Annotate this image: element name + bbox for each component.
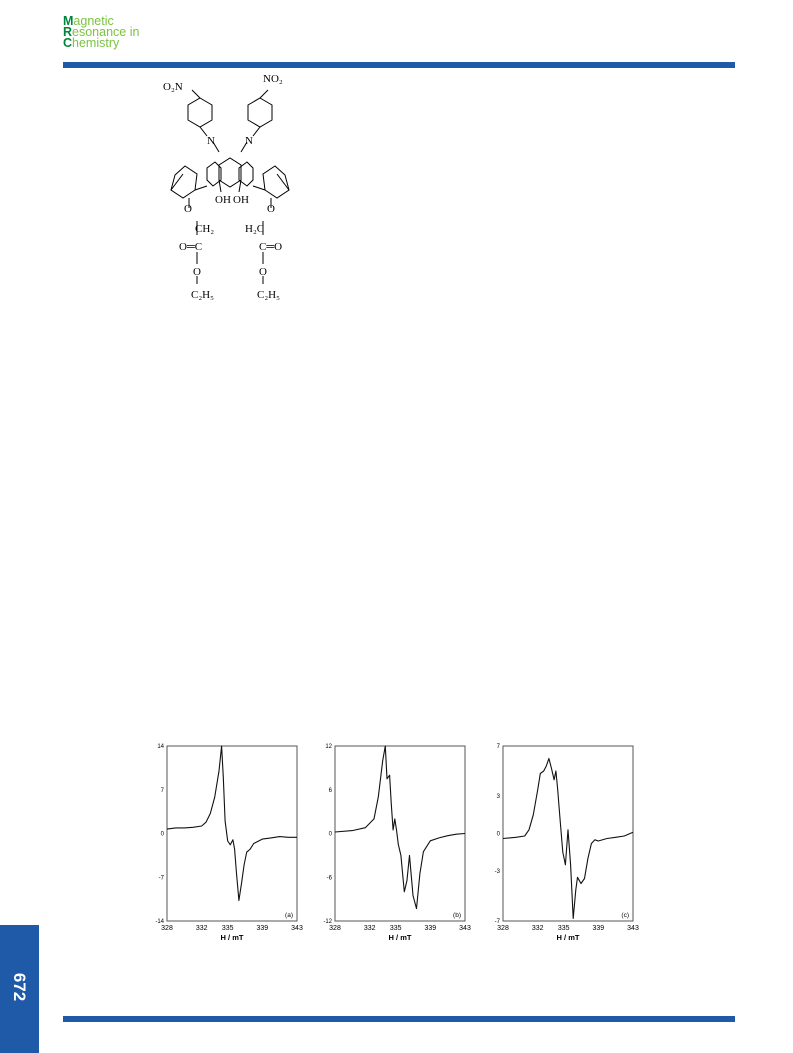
header-rule — [63, 62, 735, 68]
ethyl-label: C₂H₅ — [191, 289, 214, 301]
y-tick-label: 0 — [160, 831, 164, 838]
y-tick-label: 3 — [496, 794, 500, 800]
nitro-group-label: O₂N — [163, 81, 183, 93]
spectrum-line — [167, 746, 297, 900]
x-tick-label: 328 — [497, 925, 509, 932]
ester-oxygen-label: O — [259, 266, 267, 278]
x-tick-label: 339 — [256, 925, 269, 932]
methylene-label: H₂C — [245, 223, 265, 235]
azo-nitrogen-label: N — [245, 135, 253, 147]
x-tick-label: 339 — [424, 925, 437, 932]
x-tick-label: 335 — [389, 925, 402, 932]
azo-nitrogen-label: N — [207, 135, 215, 147]
x-tick-label: 328 — [161, 925, 173, 932]
y-tick-label: -3 — [494, 869, 500, 875]
x-tick-label: 343 — [627, 925, 639, 932]
y-tick-label: -6 — [326, 875, 332, 882]
x-tick-label: 343 — [459, 925, 471, 932]
x-tick-label: 332 — [531, 925, 544, 932]
epr-spectrum-c — [483, 742, 639, 962]
journal-logo — [63, 16, 139, 49]
epr-spectrum-b — [315, 742, 471, 962]
nitro-group-label: NO₂ — [263, 73, 283, 85]
spectrum-line — [503, 759, 633, 919]
spectrum-svg — [315, 742, 471, 962]
ether-oxygen-label: O — [184, 203, 192, 215]
panel-label: (c) — [621, 912, 629, 919]
plot-frame — [167, 746, 297, 921]
ether-oxygen-label: O — [267, 203, 275, 215]
y-tick-label: 0 — [496, 831, 500, 838]
y-tick-label: 7 — [160, 787, 164, 794]
y-tick-label: 12 — [325, 744, 332, 750]
x-tick-label: 335 — [221, 925, 234, 932]
panel-label: (b) — [453, 912, 461, 919]
y-tick-label: -7 — [158, 875, 164, 882]
x-axis-label: H / mT — [388, 933, 412, 942]
y-tick-label: 6 — [328, 787, 332, 794]
hydroxyl-label: OH — [215, 194, 231, 206]
structure-drawing — [155, 70, 305, 310]
ethyl-label: C₂H₅ — [257, 289, 280, 301]
x-tick-label: 339 — [592, 925, 605, 932]
spectrum-svg — [147, 742, 303, 962]
spectrum-svg — [483, 742, 639, 962]
journal-logo-line: Magnetic — [63, 14, 114, 28]
ester-oxygen-label: O — [193, 266, 201, 278]
y-tick-label: -14 — [155, 919, 164, 925]
x-axis-label: H / mT — [220, 933, 244, 942]
x-tick-label: 335 — [557, 925, 570, 932]
x-axis-label: H / mT — [556, 933, 580, 942]
carbonyl-label: C═O — [259, 241, 283, 253]
x-tick-label: 332 — [195, 925, 208, 932]
x-tick-label: 332 — [363, 925, 376, 932]
carbonyl-label: O═C — [179, 241, 203, 253]
chemical-structure — [155, 70, 305, 310]
page-number: 672 — [10, 972, 29, 1002]
footer-rule — [63, 1016, 735, 1022]
x-tick-label: 328 — [329, 925, 341, 932]
page-number-tab — [0, 925, 39, 1053]
methylene-label: CH₂ — [195, 223, 215, 235]
x-tick-label: 343 — [291, 925, 303, 932]
epr-spectrum-a — [147, 742, 303, 962]
panel-label: (a) — [285, 912, 293, 919]
spectrum-line — [335, 746, 465, 909]
plot-frame — [335, 746, 465, 921]
hydroxyl-label: OH — [233, 194, 249, 206]
y-tick-label: -7 — [494, 919, 500, 925]
y-tick-label: 14 — [157, 744, 164, 750]
journal-logo-line: Resonance in — [63, 25, 140, 39]
y-tick-label: 7 — [496, 744, 500, 750]
y-tick-label: -12 — [323, 919, 332, 925]
y-tick-label: 0 — [328, 831, 332, 838]
journal-logo-line: Chemistry — [63, 36, 120, 50]
